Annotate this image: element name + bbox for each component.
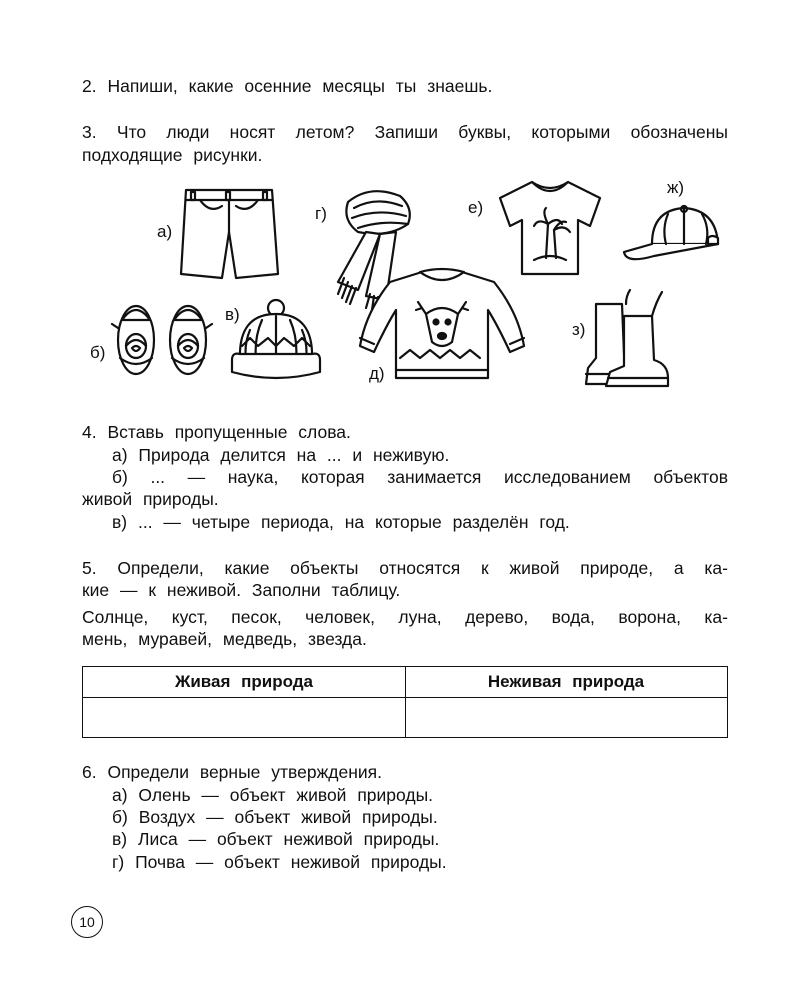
table-cell-nonliving[interactable]	[406, 698, 726, 737]
question-4-v: в) ... — четыре периода, на которые разделён год.	[112, 512, 570, 532]
question-4-title: 4. Вставь пропущенные слова.	[82, 422, 351, 442]
question-4-a: а) Природа делится на ... и неживую.	[112, 445, 450, 465]
label-b: б)	[90, 343, 106, 362]
boots-icon	[582, 288, 672, 390]
cap-icon	[622, 204, 722, 266]
table-header-nonliving: Неживая природа	[487, 672, 645, 691]
question-6-g: г) Почва — объект неживой природы.	[112, 852, 447, 872]
tshirt-icon	[494, 178, 606, 278]
question-5-words-line-2: мень, муравей, медведь, звезда.	[82, 629, 367, 649]
question-6-title: 6. Определи верные утверждения.	[82, 762, 382, 782]
label-d: д)	[369, 364, 385, 383]
label-z: з)	[572, 320, 586, 339]
question-5-words-line-1: Солнце, куст, песок, человек, луна, дерево, вода, ворона, ка-	[82, 607, 728, 627]
question-6-a: а) Олень — объект живой природы.	[112, 785, 434, 805]
knit-hat-icon	[228, 298, 322, 382]
question-4-b-line-2: живой природы.	[82, 489, 219, 509]
question-5-line-2: кие — к неживой. Заполни таблицу.	[82, 580, 401, 600]
table-header-living: Живая природа	[174, 672, 314, 691]
nature-table	[82, 666, 728, 738]
sandals-icon	[110, 298, 214, 378]
table-cell-living[interactable]	[83, 698, 405, 737]
label-g: г)	[315, 204, 327, 223]
question-3-line-1: 3. Что люди носят летом? Запиши буквы, которыми обозначены	[82, 122, 728, 142]
label-zh: ж)	[667, 178, 685, 197]
page-number: 10	[71, 906, 103, 938]
question-6-b: б) Воздух — объект живой природы.	[112, 807, 438, 827]
question-4-b-line-1: б) ... — наука, которая занимается исследованием объектов	[112, 467, 728, 487]
shorts-icon	[178, 186, 280, 284]
label-a: а)	[157, 222, 173, 241]
question-6-v: в) Лиса — объект неживой природы.	[112, 829, 440, 849]
label-v: в)	[225, 305, 240, 324]
question-5-line-1: 5. Определи, какие объекты относятся к живой природе, а ка-	[82, 558, 728, 578]
question-3-line-2: подходящие рисунки.	[82, 145, 263, 165]
question-2: 2. Напиши, какие осенние месяцы ты знаешь.	[82, 76, 493, 96]
label-e: е)	[468, 198, 484, 217]
